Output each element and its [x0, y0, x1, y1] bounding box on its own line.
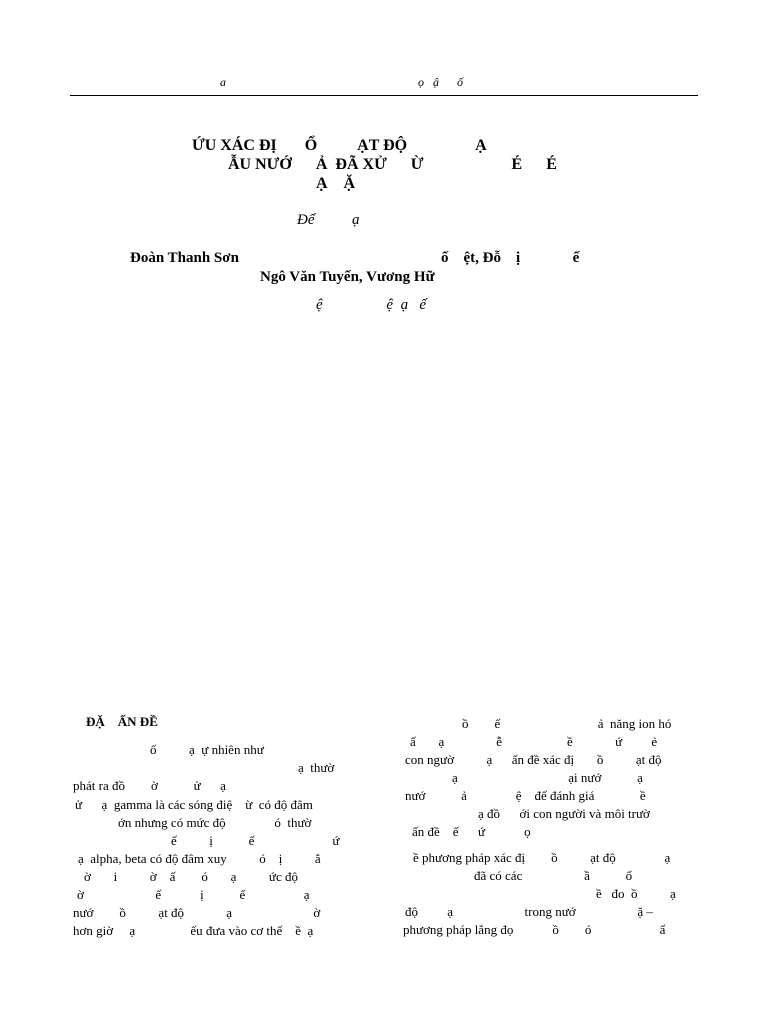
left-col-line: ờ i ờ ấ ó ạ ức độ	[84, 869, 298, 884]
right-col-line: phương pháp lắng đọ ồ ó ẩ	[403, 922, 666, 937]
left-col-line: phát ra đồ ờ ử ạ	[73, 778, 226, 793]
left-col-line: ố ạ ự nhiên như	[150, 742, 264, 757]
section-heading: ĐẶ ẤN ĐỀ	[86, 714, 158, 729]
left-col-line: ạ thườ	[298, 760, 335, 775]
affiliation: ệ ệ ạ ế	[316, 297, 426, 313]
left-col-line: ế ị ế ứ	[171, 833, 340, 848]
paper-title-line-1: ỨU XÁC ĐỊ Ổ ẠT ĐỘ Ạ	[192, 137, 487, 154]
right-col-line: ồ ế ả năng ion hó	[462, 716, 672, 731]
right-col-line: ạ đồ ới con người và môi trườ	[478, 806, 650, 821]
running-header-left: a	[220, 75, 226, 89]
right-col-line: độ ạ trong nướ ặ –	[405, 904, 653, 919]
header-rule	[70, 95, 698, 96]
paper-title-line-3: Ạ Ặ	[316, 175, 356, 192]
authors-line-1-left: Đoàn Thanh Sơn	[130, 250, 239, 266]
running-header-right: ọ ậ ố	[418, 75, 463, 89]
paper-title-line-2: ẪU NƯỚ Ả ĐÃ XỬ Ừ É É	[228, 156, 557, 173]
authors-line-1-right: ố ệt, Đỗ ị ế	[441, 250, 580, 266]
left-col-line: nướ ồ ạt độ ạ ờ	[73, 905, 321, 920]
right-col-line: ạ ại nướ ạ	[452, 770, 643, 785]
right-col-line: nướ ả ệ để đánh giá ề	[405, 788, 646, 803]
authors-line-2: Ngô Văn Tuyến, Vương Hữ	[260, 269, 435, 285]
paper-subtitle: Để ạ	[297, 212, 360, 228]
right-col-line: ấ ạ ễ ề ứ ẻ	[410, 734, 658, 749]
right-col-line: con ngườ ạ ấn đề xác đị ồ ạt độ	[405, 752, 662, 767]
left-col-line: ờ ế ị ế ạ	[77, 887, 310, 902]
right-col-line: đã có các ầ ố	[474, 868, 633, 883]
right-col-line: ề đo ồ ạ	[596, 886, 676, 901]
left-col-line: hơn giờ ạ ếu đưa vào cơ thể ề ạ	[73, 923, 314, 938]
right-col-line: ề phương pháp xác đị ồ ạt độ ạ	[413, 850, 671, 865]
left-col-line: ớn nhưng có mức độ ó thườ	[118, 815, 312, 830]
left-col-line: ạ alpha, beta có độ đâm xuy ó ị ắ	[78, 851, 321, 866]
right-col-line: ấn đề ế ứ ọ	[412, 824, 531, 839]
left-col-line: ử ạ gamma là các sóng điệ ừ có độ đâm	[75, 797, 313, 812]
